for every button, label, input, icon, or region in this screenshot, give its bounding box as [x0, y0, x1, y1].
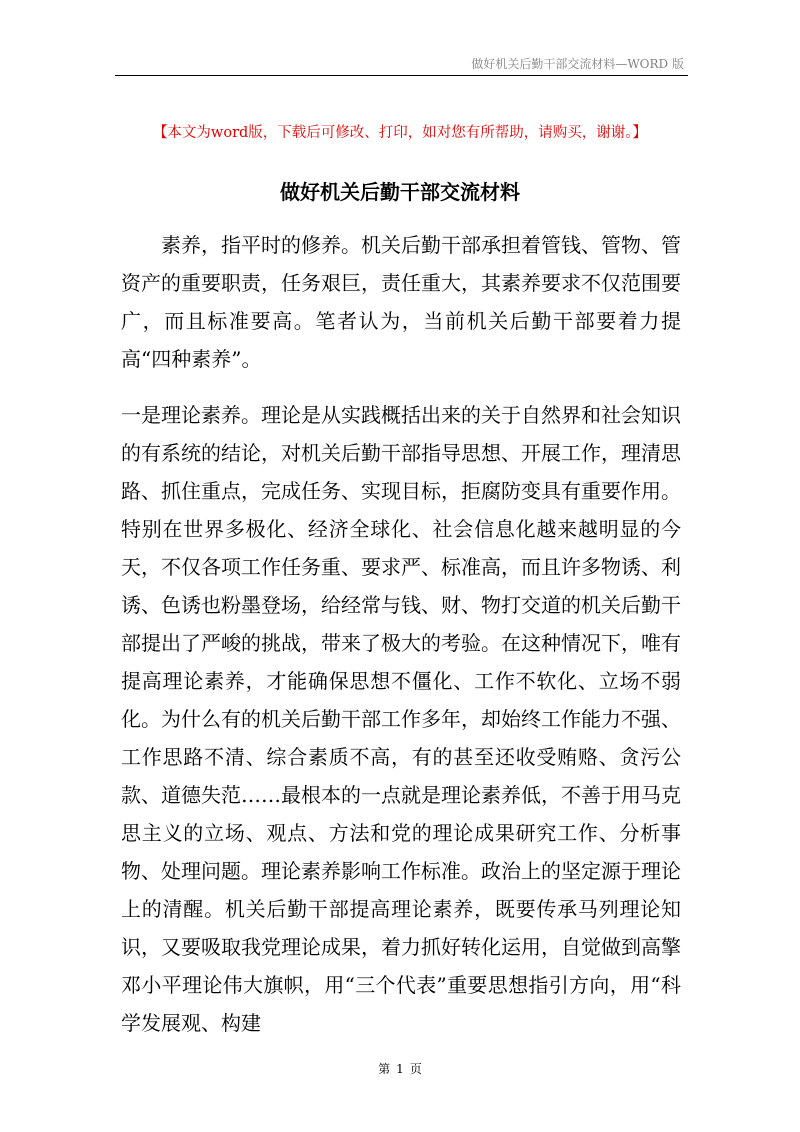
page-prefix: 第 [378, 1062, 391, 1076]
header-divider [115, 75, 688, 76]
document-title: 做好机关后勤干部交流材料 [280, 180, 520, 204]
body-paragraph: 一是理论素养。理论是从实践概括出来的关于自然界和社会知识的有系统的结论，对机关后勤干部指导思想、开展工作，理清思路、抓住重点，完成任务、实现目标，拒腐防变具有重要作用。特别在世界多极化、经济全球化、社会信息化越来越明显的今天，不仅各项工作任务重、要求严、标准高，而且许多物诱、利诱、色诱也粉墨登场，给经常与钱、财、物打交道的机关后勤干部提出了严峻的挑战，带来了极大的考验。在这种情况下，唯有提高理论素养，才能确保思想不僵化、工作不软化、立场不弱化。为什么有的机关后勤干部工作多年，却始终工作能力不强、工作思路不清、综合素质不高，有的甚至还收受贿赂、贪污公款、道德失范……最根本的一点就是理论素养低，不善于用马克思主义的立场、观点、方法和党的理论成果研究工作、分析事物、处理问题。理论素养影响工作标准。政治上的坚定源于理论上的清醒。机关后勤干部提高理论素养，既要传承马列理论知识，又要吸取我党理论成果，着力抓好转化运用，自觉做到高擎邓小平理论伟大旗帜，用“三个代表”重要思想指引方向，用“科学发展观、构建 [121, 403, 681, 1035]
page-suffix: 页 [409, 1062, 422, 1076]
running-header: 做好机关后勤干部交流材料—WORD 版 [471, 57, 684, 71]
page-footer [0, 1060, 800, 1077]
page-number: 1 [396, 1062, 404, 1076]
purchase-notice: 【本文为word版，下载后可修改、打印，如对您有所帮助，请购买，谢谢。】 [152, 125, 648, 141]
intro-paragraph: 素养，指平时的修养。机关后勤干部承担着管钱、管物、管资产的重要职责，任务艰巨，责任重大，其素养要求不仅范围要广，而且标准要高。笔者认为，当前机关后勤干部要着力提高“四种素养”。 [121, 233, 681, 371]
